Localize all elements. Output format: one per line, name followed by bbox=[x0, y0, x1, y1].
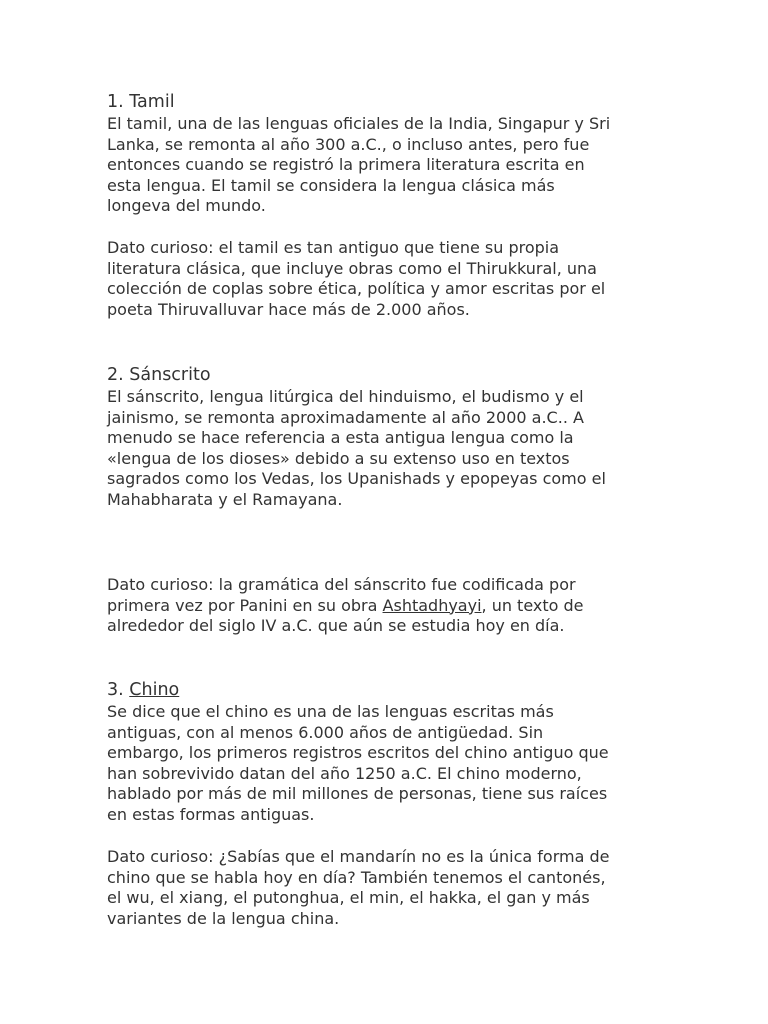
text-line: longeva del mundo. bbox=[107, 196, 266, 215]
text-line: colección de coplas sobre ética, política y amor escritas por el bbox=[107, 279, 606, 298]
text-line: Mahabharata y el Ramayana. bbox=[107, 489, 343, 509]
text-line: Dato curioso: la gramática del sánscrito fue codificada por bbox=[107, 575, 576, 594]
text-line: Se dice que el chino es una de las lenguas escritas más bbox=[107, 702, 554, 721]
section-number: 3. bbox=[107, 680, 130, 700]
text-line: chino que se habla hoy en día? También tenemos el cantonés, bbox=[107, 867, 606, 887]
text-line: embargo, los primeros registros escritos del chino antiguo que bbox=[107, 743, 609, 762]
chino-description bbox=[107, 702, 667, 825]
section-number: 2. bbox=[107, 365, 130, 385]
text-line: literatura clásica, que incluye obras como el Thirukkural, una bbox=[107, 258, 597, 278]
text-line: sagrados como los Vedas, los Upanishads y epopeyas como el bbox=[107, 469, 606, 488]
text-line: esta lengua. El tamil se considera la lengua clásica más bbox=[107, 175, 555, 195]
ashtadhyayi-link[interactable]: Ashtadhyayi bbox=[382, 595, 482, 615]
section-heading-sanscrito bbox=[107, 365, 211, 386]
text-line: El tamil, una de las lenguas oficiales de la India, Singapur y Sri bbox=[107, 114, 611, 133]
text-line: «lengua de los dioses» debido a su extenso uso en textos bbox=[107, 448, 570, 468]
text-line: El sánscrito, lengua litúrgica del hinduismo, el budismo y el bbox=[107, 387, 584, 406]
section-heading-tamil bbox=[107, 92, 175, 113]
text-line: entonces cuando se registró la primera literatura escrita en bbox=[107, 155, 585, 174]
section-number: 1. bbox=[107, 92, 130, 112]
text-line: Dato curioso: ¿Sabías que el mandarín no es la única forma de bbox=[107, 847, 610, 866]
text-line: en estas formas antiguas. bbox=[107, 804, 315, 824]
text-line: menudo se hace referencia a esta antigua lengua como la bbox=[107, 428, 574, 447]
section-heading-chino bbox=[107, 680, 179, 701]
text-line: poeta Thiruvalluvar hace más de 2.000 años. bbox=[107, 299, 470, 319]
text-line: han sobrevivido datan del año 1250 a.C. El chino moderno, bbox=[107, 763, 582, 783]
text-fragment: , un texto de bbox=[481, 595, 584, 615]
section-title: Tamil bbox=[129, 92, 175, 112]
text-line bbox=[107, 596, 667, 617]
text-fragment: primera vez por Panini en su obra bbox=[107, 595, 383, 615]
tamil-fun-fact bbox=[107, 238, 667, 320]
sanscrito-fun-fact bbox=[107, 575, 667, 637]
text-line: Dato curioso: el tamil es tan antiguo que tiene su propia bbox=[107, 238, 560, 257]
tamil-description bbox=[107, 114, 667, 217]
section-title: Sánscrito bbox=[129, 365, 211, 385]
chino-link[interactable]: Chino bbox=[129, 680, 180, 700]
text-line: antiguas, con al menos 6.000 años de antigüedad. Sin bbox=[107, 722, 544, 742]
text-line: el wu, el xiang, el putonghua, el min, el hakka, el gan y más bbox=[107, 888, 590, 907]
text-line: variantes de la lengua china. bbox=[107, 908, 340, 928]
text-line: jainismo, se remonta aproximadamente al año 2000 a.C.. A bbox=[107, 407, 584, 427]
text-line: alrededor del siglo IV a.C. que aún se estudia hoy en día. bbox=[107, 616, 565, 635]
text-line: Lanka, se remonta al año 300 a.C., o incluso antes, pero fue bbox=[107, 134, 590, 154]
sanscrito-description bbox=[107, 387, 667, 510]
text-line: hablado por más de mil millones de personas, tiene sus raíces bbox=[107, 784, 608, 803]
chino-fun-fact bbox=[107, 847, 667, 929]
